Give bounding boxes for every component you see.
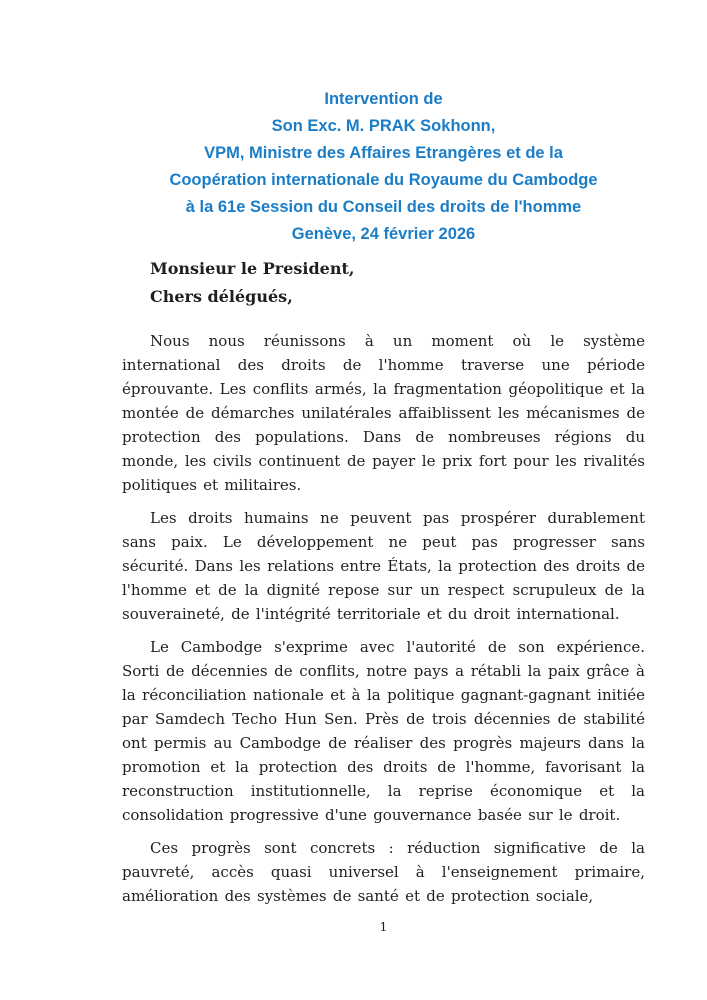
salutation-line-delegates: Chers délégués,: [150, 286, 293, 306]
salutation-line-president: Monsieur le President,: [150, 259, 355, 278]
body-text: [122, 329, 645, 908]
paragraph-2: Les droits humains ne peuvent pas prospérer durablement sans paix. Le développement ne peut pas progresser sans sécurité. Dans les relations entre États, la protection des droits de l'homme et de la dignité repose sur un respect scrupuleux de la souveraineté, de l'intégrité territoriale et du droit international.: [122, 509, 645, 623]
title-line-ministry: Coopération internationale du Royaume du Cambodge: [169, 171, 598, 189]
document-title-block: [122, 86, 645, 248]
page-number: 1: [379, 919, 388, 934]
title-line-speaker: Son Exc. M. PRAK Sokhonn,: [271, 117, 496, 135]
title-line-session: à la 61e Session du Conseil des droits de l'homme: [185, 198, 582, 216]
paragraph-4: Ces progrès sont concrets : réduction significative de la pauvreté, accès quasi universel à l'enseignement primaire, amélioration des systèmes de santé et de protection sociale,: [122, 839, 645, 905]
document-content: [122, 0, 645, 917]
paragraph-3: Le Cambodge s'exprime avec l'autorité de son expérience. Sorti de décennies de conflits, notre pays a rétabli la paix grâce à la réconciliation nationale et à la politique gagnant-gagnant initiée par Samdech Techo Hun Sen. Près de trois décennies de stabilité ont permis au Cambodge de réaliser des progrès majeurs dans la promotion et la protection des droits de l'homme, favorisant la reconstruction institutionnelle, la reprise économique et la consolidation progressive d'une gouvernance basée sur le droit.: [122, 638, 645, 824]
salutation-block: [122, 255, 645, 310]
title-line-intervention: Intervention de: [324, 90, 443, 108]
paragraph-1: Nous nous réunissons à un moment où le système international des droits de l'homme traverse une période éprouvante. Les conflits armés, la fragmentation géopolitique et la montée de démarches unilatérales affaiblissent les mécanismes de protection des populations. Dans de nombreuses régions du monde, les civils continuent de payer le prix fort pour les rivalités politiques et militaires.: [122, 332, 645, 494]
title-line-role: VPM, Ministre des Affaires Etrangères et de la: [204, 144, 563, 162]
title-line-date-place: Genève, 24 février 2026: [291, 225, 476, 243]
